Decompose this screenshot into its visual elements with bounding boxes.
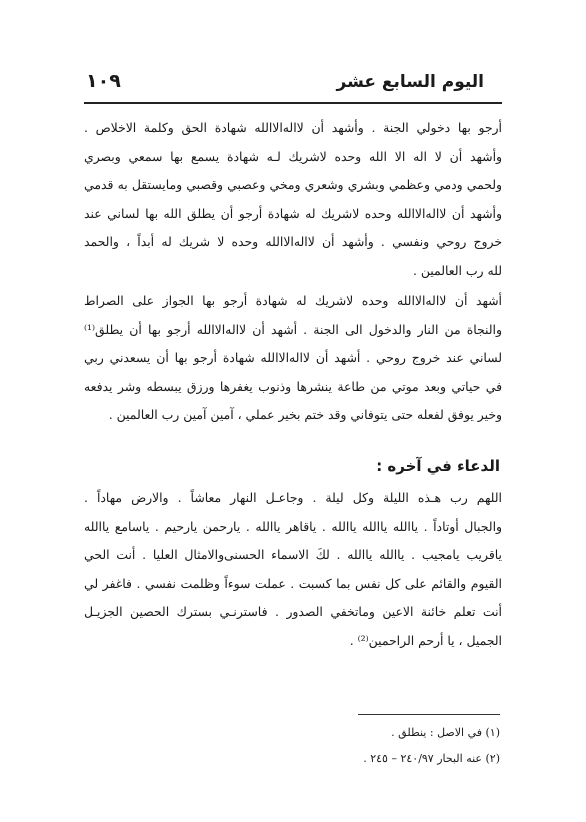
paragraph-2 bbox=[84, 287, 502, 430]
running-header-title: اليوم السابع عشر bbox=[336, 72, 484, 92]
text-line: اللهم رب هـذه الليلة وكل ليلة . وجاعـل النهار معاشاً . والارض مهاداً . bbox=[84, 490, 502, 505]
paragraph-3 bbox=[84, 484, 502, 656]
footnotes bbox=[82, 720, 500, 772]
text-line: والنجاة من النار والدخول الى الجنة . أشهد أن لااله‌الاالله أرجو بها أن يطلق⁽¹⁾ bbox=[84, 321, 502, 337]
text-line: ولحمي ودمي وعظمي وبشري وشعري ومخي وعصبي وقصبي ومايستقل به قدمي bbox=[84, 177, 502, 193]
footnote-divider bbox=[358, 714, 500, 715]
footnote: (١) في الاصل : ينطلق . bbox=[391, 726, 500, 739]
header-divider bbox=[84, 102, 502, 104]
text-line: خروج روحي ونفسي . وأشهد أن لااله‌الاالله وحده لا شريك له أبداً ، والحمد bbox=[84, 234, 502, 250]
section-heading: الدعاء في آخره : bbox=[376, 457, 500, 475]
page-number: ١٠٩ bbox=[86, 70, 121, 92]
text-line: أشهد أن لااله‌الاالله وحده لاشريك له شهادة أرجو بها الجواز على الصراط bbox=[84, 293, 502, 308]
text-line: ياقريب يامجيب . ياالله ياالله . لكَ الاسماء الحسنى‌والامثال العليا . أنت الحي bbox=[84, 547, 502, 563]
text-line: أرجو بها دخولي الجنة . وأشهد أن لااله‌الاالله شهادة الحق وكلمة الاخلاص . bbox=[84, 120, 502, 135]
footnote: (٢) عنه البحار ٢٤٠/٩٧ – ٢٤٥ . bbox=[363, 752, 500, 765]
text-line: في حياتي وبعد موتي من طاعة ينشرها وذنوب يغفرها ورزق يبسطه وشر يدفعه bbox=[84, 378, 502, 394]
text-line: وخير يوفق لفعله حتى يتوفاني وقد ختم بخير عملي ، آمين آمين رب العالمين . bbox=[108, 407, 502, 423]
text-line: الجميل ، يا أرحم الراحمين⁽²⁾ . bbox=[349, 632, 502, 648]
text-line: والجبال أوتاداً . ياالله ياالله ياالله . ياقاهر ياالله . يارحمن يارحيم . ياسامع ياالله bbox=[84, 518, 502, 534]
text-line: أنت تعلم خائنة الاعين وماتخفي الصدور . فاسترنـي بسترك الحصين الجزيـل bbox=[84, 604, 502, 620]
text-line: لله رب العالمين . bbox=[412, 262, 502, 278]
paragraph-1 bbox=[84, 114, 502, 286]
text-line: وأشهد أن لا اله الا الله وحده لاشريك لـه شهادة يسمع بها سمعي وبصري bbox=[84, 148, 502, 164]
text-line: وأشهد أن لااله‌الاالله وحده لاشريك له شهادة أرجو أن يطلق الله بها لساني عند bbox=[84, 205, 502, 221]
text-line: القيوم والقائم على كل نفس بما كسبت . عملت سوءاً وظلمت نفسي . فاغفر لي bbox=[84, 575, 502, 591]
text-line: لساني عند خروج روحي . أشهد أن لااله‌الاالله شهادة أرجو بها أن يسعدني ربي bbox=[84, 350, 502, 366]
